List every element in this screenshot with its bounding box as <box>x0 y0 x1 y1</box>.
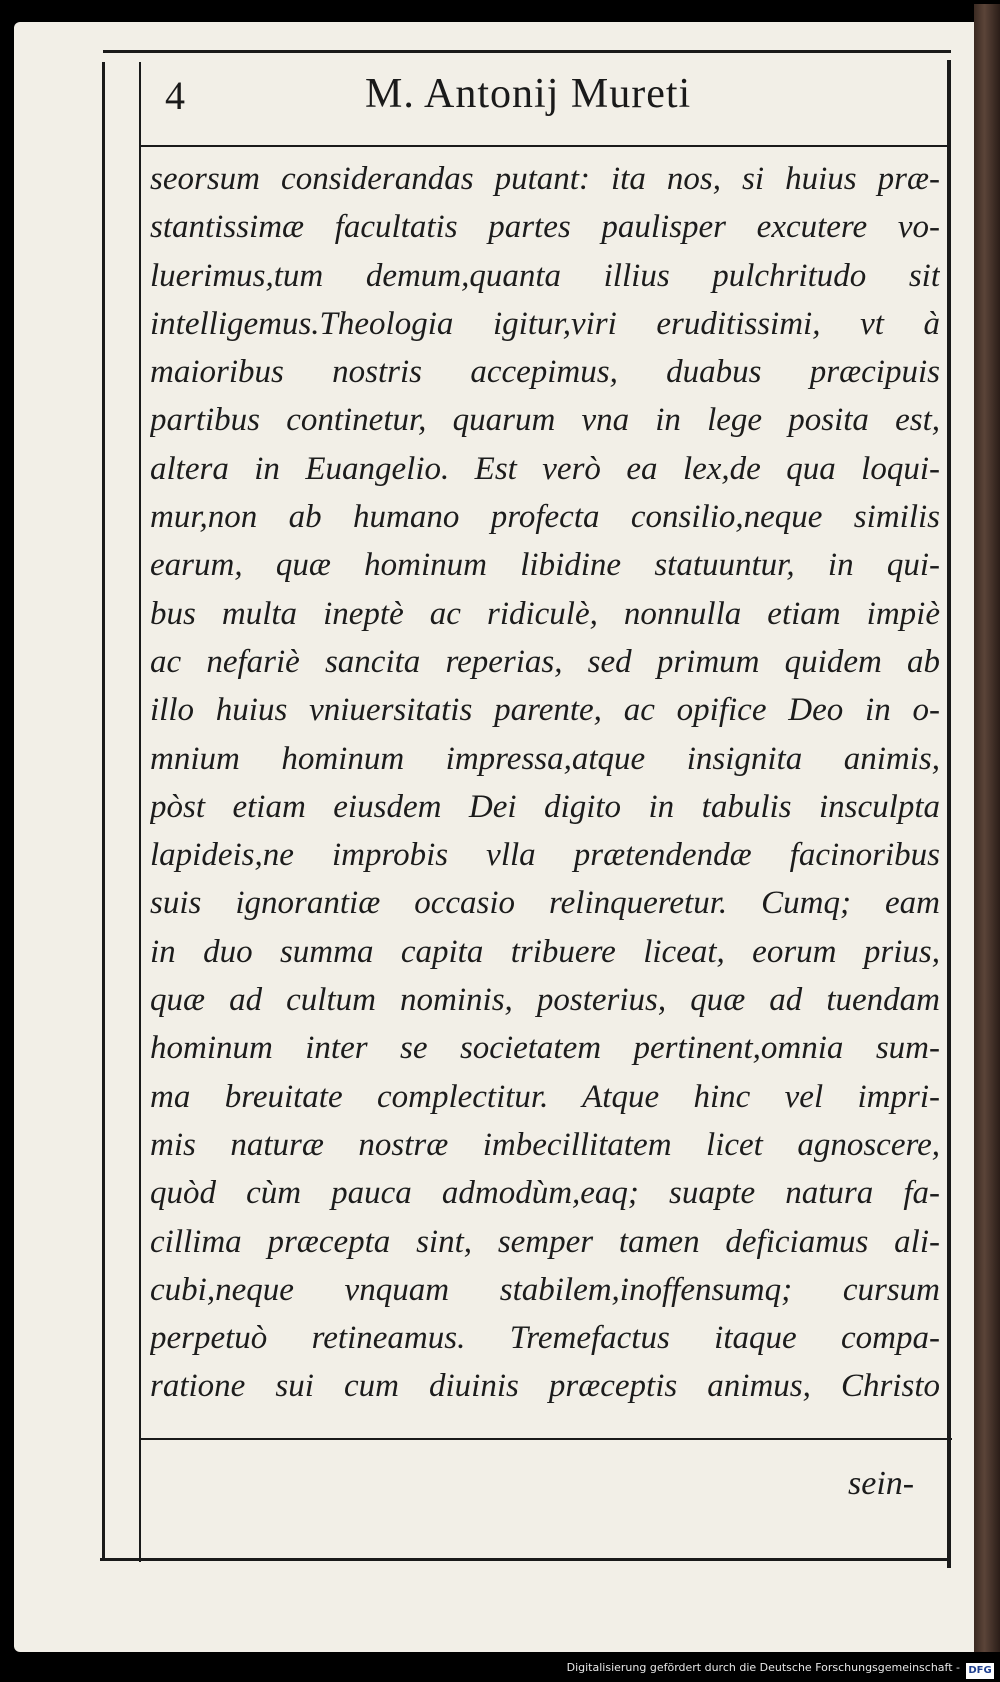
text-line: mnium hominum impressa,atque insignita animis, <box>150 740 940 777</box>
text-line: partibus continetur, quarum vna in lege posita est, <box>150 402 940 439</box>
text-line: seorsum considerandas putant: ita nos, si huius præ- <box>150 161 940 197</box>
text-line: in duo summa capita tribuere liceat, eorum prius, <box>150 933 940 970</box>
text-line: earum, quæ hominum libidine statuuntur, in qui- <box>150 547 940 584</box>
frame-right-rule <box>947 60 951 1568</box>
text-line: ma breuitate complectitur. Atque hinc vel impri- <box>150 1078 940 1115</box>
text-line: bus multa ineptè ac ridiculè, nonnulla etiam impiè <box>150 595 940 632</box>
text-line: mur,non ab humano profecta consilio,neque similis <box>150 499 940 536</box>
book-fore-edge <box>974 4 1000 1652</box>
text-line: altera in Euangelio. Est verò ea lex,de qua loqui- <box>150 450 940 487</box>
footer-separator-rule <box>140 1438 952 1440</box>
text-line: ratione sui cum diuinis præceptis animus, Christo <box>150 1368 940 1405</box>
text-line: luerimus,tum demum,quanta illius pulchritudo sit <box>150 257 940 294</box>
text-line: hominum inter se societatem pertinent,omnia sum- <box>150 1030 940 1067</box>
text-line: pòst etiam eiusdem Dei digito in tabulis insculpta <box>150 788 940 825</box>
text-line: maioribus nostris accepimus, duabus præcipuis <box>150 354 940 391</box>
frame-bottom-rule <box>100 1558 948 1561</box>
text-line: ac nefariè sancita reperias, sed primum quidem ab <box>150 643 940 680</box>
catchword: sein- <box>848 1465 915 1502</box>
text-line: suis ignorantiæ occasio relinqueretur. Cumq; eam <box>150 885 940 922</box>
digitization-credit: Digitalisierung gefördert durch die Deutsche Forschungsgemeinschaft - <box>566 1661 960 1674</box>
text-line: quòd cùm pauca admodùm,eaq; suapte natura fa- <box>150 1175 940 1212</box>
text-line: intelligemus.Theologia igitur,viri eruditissimi, vt à <box>150 305 940 342</box>
text-line: cubi,neque vnquam stabilem,inoffensumq; cursum <box>150 1271 940 1308</box>
text-line: cillima præcepta sint, semper tamen deficiamus ali- <box>150 1223 940 1260</box>
frame-top-rule <box>103 50 951 53</box>
page-number: 4 <box>165 73 185 118</box>
text-line: lapideis,ne improbis vlla prætendendæ facinoribus <box>150 837 940 874</box>
frame-left-inner-rule <box>139 62 141 1562</box>
text-line: illo huius vniuersitatis parente, ac opifice Deo in o- <box>150 692 940 729</box>
header-separator-rule <box>140 145 950 147</box>
dfg-logo-icon: DFG <box>966 1663 994 1679</box>
text-line: perpetuò retineamus. Tremefactus itaque compa- <box>150 1320 940 1357</box>
running-head: M. Antonij Mureti <box>365 71 692 117</box>
text-line: mis naturæ nostræ imbecillitatem licet agnoscere, <box>150 1126 940 1163</box>
text-line: quæ ad cultum nominis, posterius, quæ ad tuendam <box>150 982 940 1019</box>
text-line: stantissimæ facultatis partes paulisper excutere vo- <box>150 209 940 246</box>
body-text <box>150 155 940 1411</box>
frame-left-outer-rule <box>102 62 105 1558</box>
